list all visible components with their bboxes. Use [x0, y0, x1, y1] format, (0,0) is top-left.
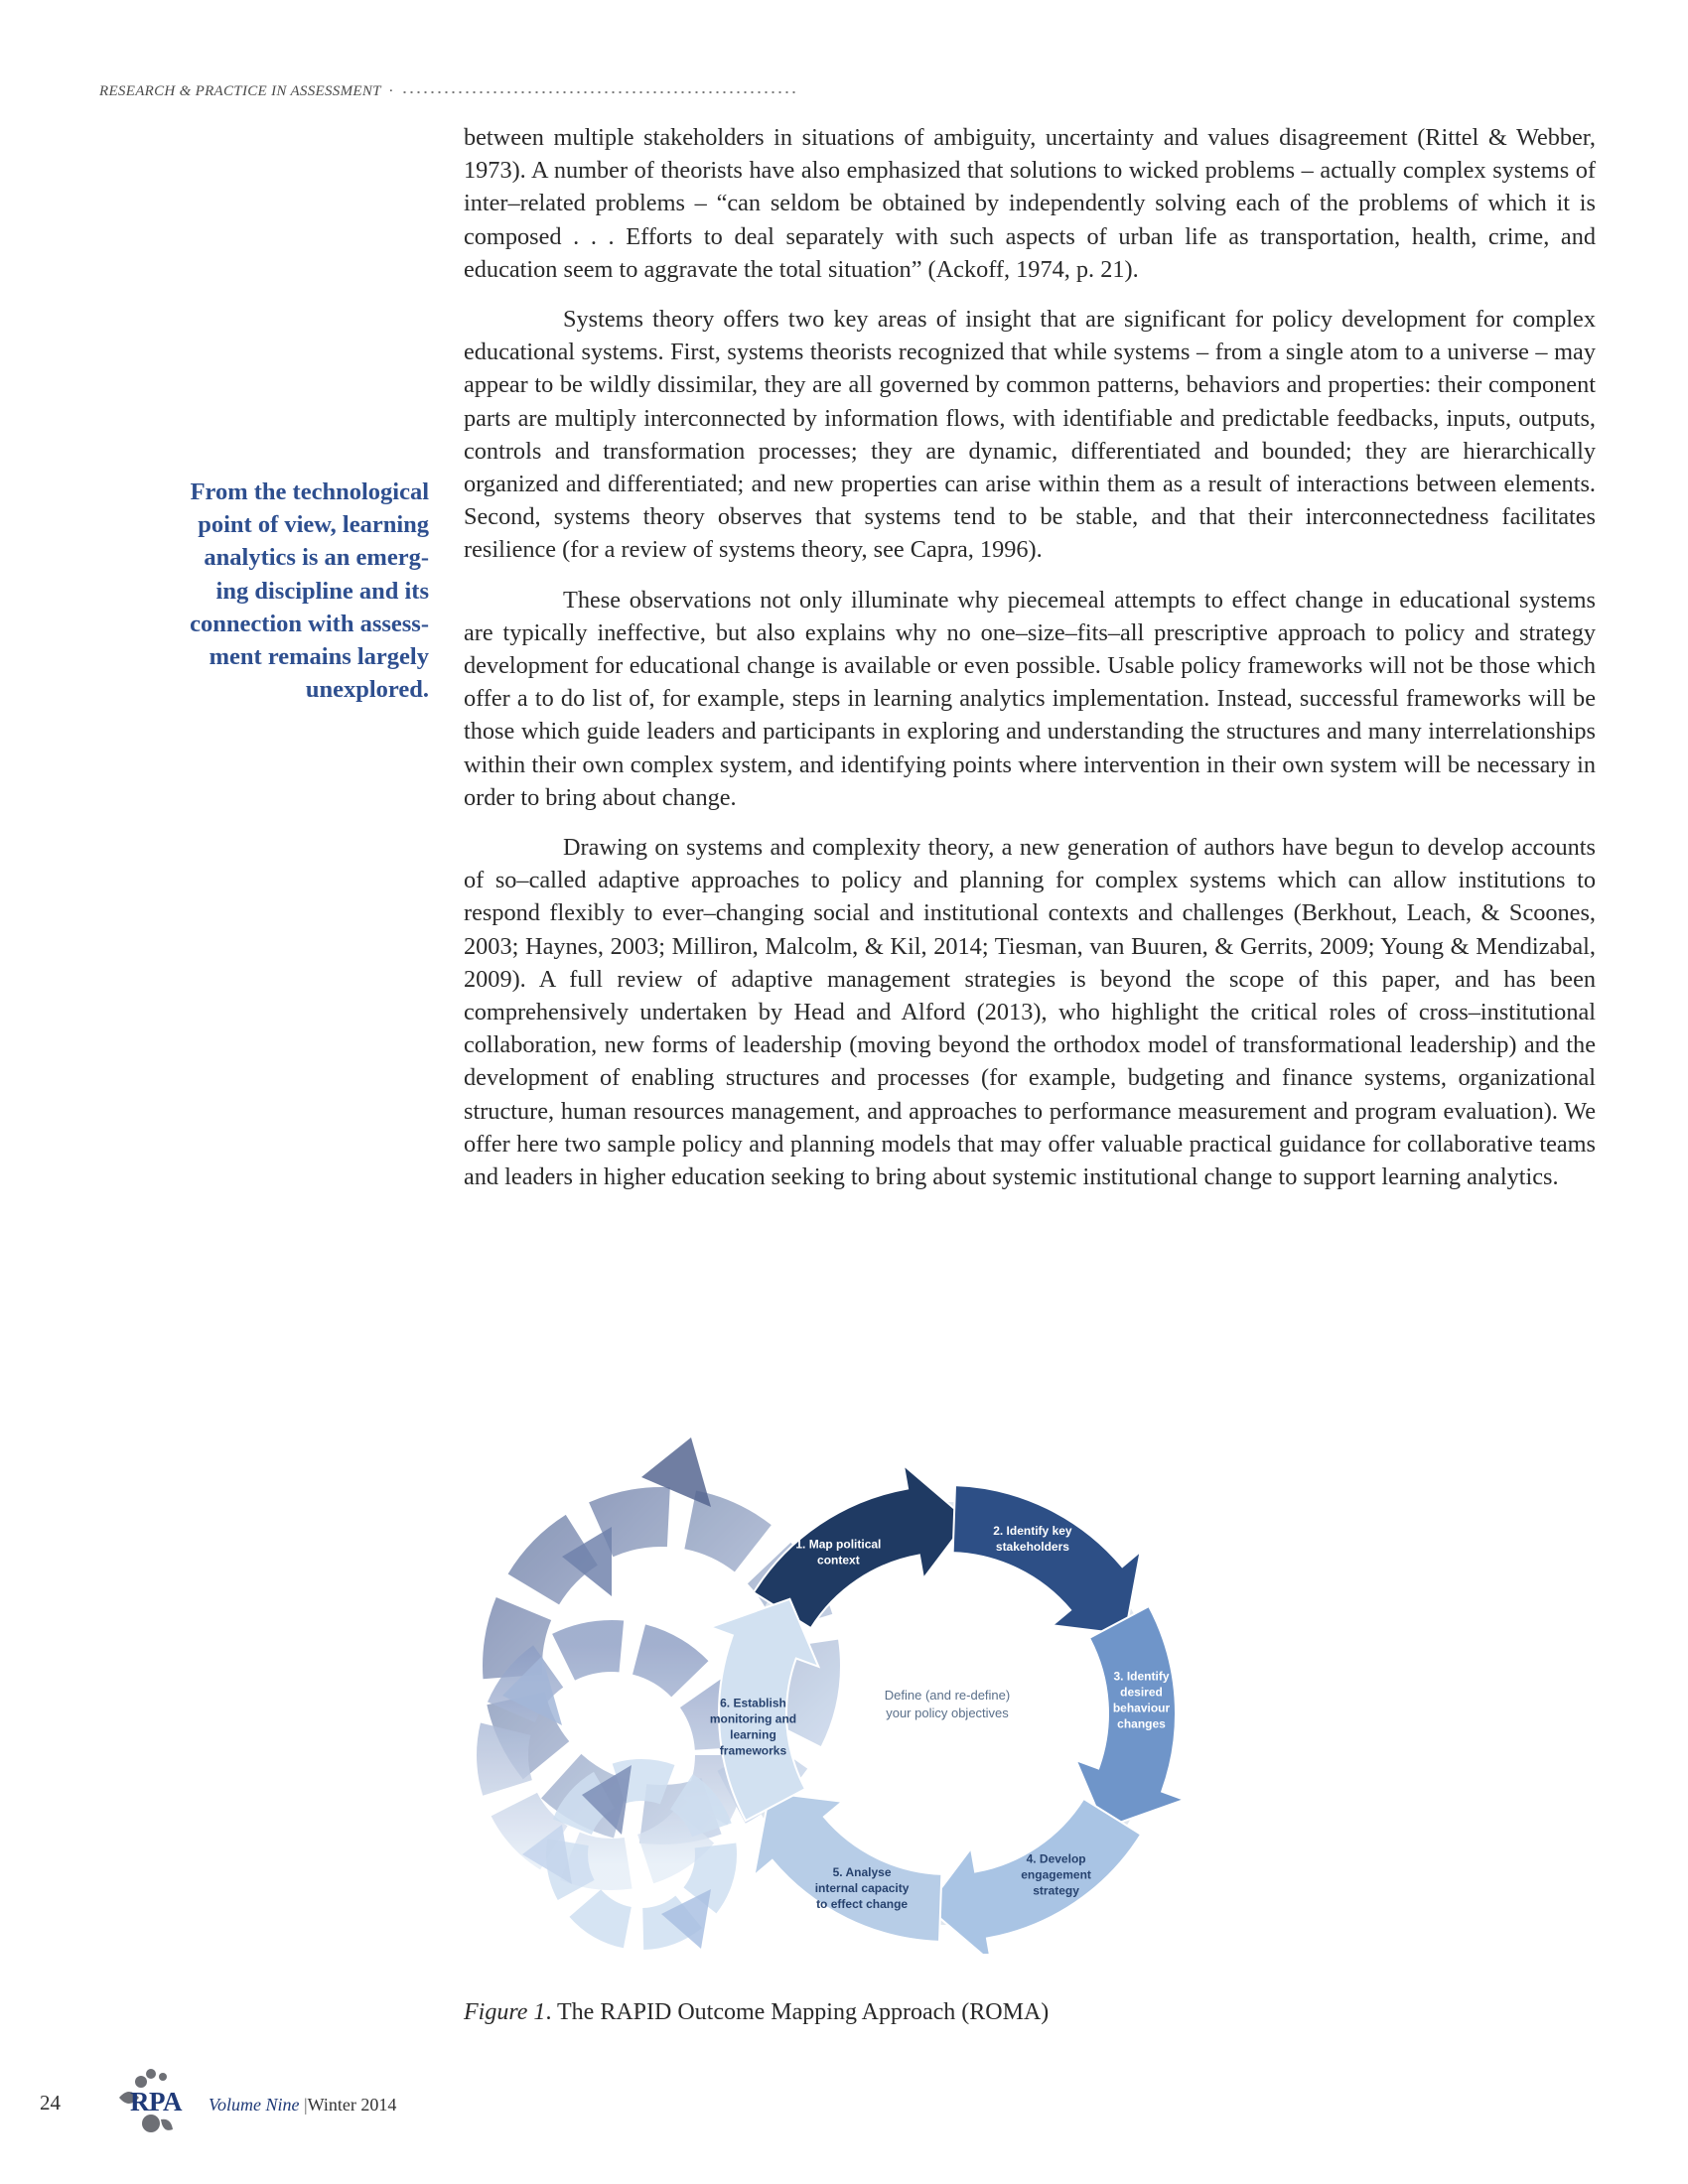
figure-caption [464, 1999, 1049, 2026]
paragraph: These observations not only illuminate why piecemeal attempts to effect change in educational systems are typically ineffective, but also explains why no one–size–fits–all prescriptive approach to policy and strategy development for educational change is available or even possible. Usable policy frameworks will not be those which offer a to do list of, for example, steps in learning analytics implementation. Instead, successful frameworks will be those which guide leaders and participants in exploring and understanding the structures and many interrelationships within their own complex system, and identifying points where intervention in their own system will be necessary in order to bring about change. [464, 586, 1596, 811]
running-head-title: RESEARCH & PRACTICE IN ASSESSMENT [99, 83, 381, 99]
step-label-line: engagement [1021, 1867, 1091, 1882]
pull-quote-line: ing discipline and its [215, 577, 429, 605]
issue-info [209, 2095, 396, 2116]
figure-caption-label: Figure 1 [464, 1999, 546, 2025]
pull-quote-line: unexplored. [305, 676, 429, 704]
step-label-line: monitoring and [709, 1711, 797, 1726]
step-label-line: 6. Establish [720, 1696, 786, 1710]
pull-quote [109, 476, 429, 706]
paragraph: Drawing on systems and complexity theory, a new generation of authors have begun to develop accounts of so–called adaptive approaches to policy and planning for complex systems which can allow institutions to respond flexibly to ever–changing social and institutional contexts and challenges (Berkhout, Leach, & Scoones, 2003; Haynes, 2003; Milliron, Malcolm, & Kil, 2014; Tiesman, van Buuren, & Gerrits, 2009; Young & Mendizabal, 2009). A full review of adaptive management strategies is beyond the scope of this paper, and has been comprehensively undertaken by Head and Alford (2013), who highlight the critical roles of cross–institutional collaboration, new forms of leadership (moving beyond the orthodox model of transformational leadership) and the development of enabling structures and processes (for example, budgeting and finance systems, organizational structure, human resources management, and approaches to performance measurement and program evaluation). We offer here two sample policy and planning models that may offer valuable practical guidance for collaborative teams and leaders in higher education seeking to bring about systemic institutional change to support learning analytics. [464, 834, 1596, 1191]
pull-quote-line: ment remains largely [209, 643, 429, 671]
step-label-line: internal capacity [814, 1881, 910, 1896]
step-label-line: stakeholders [995, 1539, 1069, 1554]
step-label-line: behaviour [1112, 1701, 1171, 1715]
paragraph: between multiple stakeholders in situations of ambiguity, uncertainty and values disagreement (Rittel & Webber, 1973). A number of theorists have also emphasized that solutions to wicked problems – actually complex systems of inter–related problems – “can seldom be obtained by independently solving each of the problems of which it is composed . . . Efforts to deal separately with such aspects of urban life as transportation, health, crime, and education seem to aggravate the total situation” (Ackoff, 1974, p. 21). [464, 124, 1596, 283]
step-label-line: learning [730, 1727, 776, 1742]
step-label-line: frameworks [719, 1743, 787, 1758]
pull-quote-line: connection with assess- [190, 610, 429, 637]
rpa-logo-text: RPA [130, 2087, 182, 2116]
center-text-line: Define (and re-define) [884, 1688, 1011, 1703]
center-text-line: your policy objectives [886, 1706, 1009, 1720]
step-label-line: 5. Analyse [832, 1865, 892, 1880]
step-label-line: 3. Identify [1113, 1669, 1170, 1684]
step-label-line: 2. Identify key [993, 1523, 1072, 1538]
volume-label: Volume Nine [209, 2095, 300, 2115]
step-label-line: 4. Develop [1026, 1851, 1086, 1866]
pull-quote-line: analytics is an emerg- [204, 544, 429, 572]
step-label-line: to effect change [816, 1897, 909, 1912]
step-label-line: context [817, 1553, 860, 1568]
running-head: RESEARCH & PRACTICE IN ASSESSMENT · [99, 83, 798, 100]
step-label-line: changes [1117, 1716, 1166, 1731]
step-label-line: 1. Map political [795, 1537, 882, 1552]
footer [40, 2068, 536, 2137]
roma-diagram [463, 1437, 1247, 1954]
pull-quote-line: From the technological [190, 478, 429, 505]
page-number: 24 [40, 2091, 61, 2115]
roma-figure [463, 1437, 1247, 1954]
running-head-dotted-rule [401, 90, 798, 94]
pull-quote-line: point of view, learning [198, 511, 429, 539]
body-text [464, 121, 1596, 1210]
cycle-step-arrow [953, 1485, 1141, 1634]
separator: | [304, 2095, 308, 2115]
figure-caption-text: . The RAPID Outcome Mapping Approach (ROMA) [545, 1999, 1050, 2025]
step-label-line: desired [1120, 1685, 1163, 1700]
paragraph: Systems theory offers two key areas of insight that are significant for policy development for complex educational systems. First, systems theorists recognized that while systems – from a single atom to a universe – may appear to be wildly dissimilar, they are all governed by common patterns, behaviors and properties: their component parts are multiply interconnected by information flows, with identifiable and predictable feedbacks, inputs, outputs, controls and transformation processes; they are dynamic, differentiated and bounded; they are hierarchically organized and differentiated; and new properties can arise within them as a result of interactions between elements. Second, systems theory observes that systems tend to be stable, and that their interconnectedness facilitates resilience (for a review of systems theory, see Capra, 1996). [464, 306, 1596, 564]
season-label: Winter 2014 [307, 2095, 397, 2115]
step-label-line: strategy [1033, 1883, 1079, 1898]
